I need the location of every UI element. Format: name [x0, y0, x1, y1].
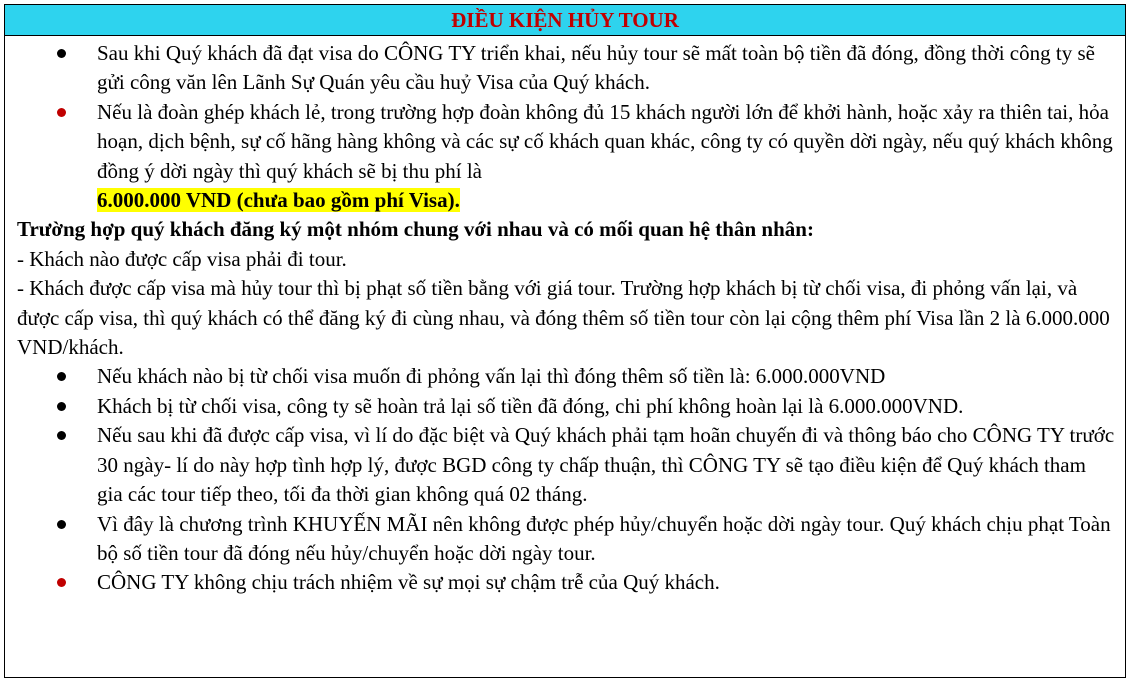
list-item-text: Nếu sau khi đã được cấp visa, vì lí do đặc biệt và Quý khách phải tạm hoãn chuyến đi và thông báo cho CÔNG TY trước 30 ngày- lí do này hợp tình hợp lý, được BGD công ty chấp thuận, thì CÔNG TY sẽ tạo điều kiện để Quý khách tham gia các tour tiếp theo, tối đa thời gian không quá 02 tháng.: [97, 423, 1115, 507]
group-heading: Trường hợp quý khách đăng ký một nhóm chung với nhau và có mối quan hệ thân nhân:: [17, 217, 814, 242]
list-item: [97, 98, 1115, 216]
bullet-icon: [57, 578, 66, 587]
terms-content: [5, 36, 1125, 598]
list-item-text: CÔNG TY không chịu trách nhiệm về sự mọi sự chậm trễ của Quý khách.: [97, 570, 720, 595]
bullet-icon: [57, 49, 66, 58]
table-title: ĐIỀU KIỆN HỦY TOUR: [5, 5, 1125, 36]
list-item-text: Nếu khách nào bị từ chối visa muốn đi phỏng vấn lại thì đóng thêm số tiền là: 6.000.000VND: [97, 364, 886, 389]
list-item: [97, 39, 1115, 98]
list-item-text: Sau khi Quý khách đã đạt visa do CÔNG TY triển khai, nếu hủy tour sẽ mất toàn bộ tiền đã đóng, đồng thời công ty sẽ gửi công văn lên Lãnh Sự Quán yêu cầu huỷ Visa của Quý khách.: [97, 41, 1095, 95]
list-item: [97, 568, 1115, 597]
bullet-icon: [57, 520, 66, 529]
list-item-text: Vì đây là chương trình KHUYẾN MÃI nên không được phép hủy/chuyển hoặc dời ngày tour. Quý khách chịu phạt Toàn bộ số tiền tour đã đóng nếu hủy/chuyển hoặc dời ngày tour.: [97, 511, 1111, 565]
list-item-text: Nếu là đoàn ghép khách lẻ, trong trường hợp đoàn không đủ 15 khách người lớn để khởi hành, hoặc xảy ra thiên tai, hỏa hoạn, dịch bệnh, sự cố hãng hàng không và các sự cố khách quan khác, công ty có quyền dời ngày, nếu quý khách không đồng ý dời ngày thì quý khách sẽ bị thu phí là: [97, 99, 1113, 183]
dash-line: - Khách được cấp visa mà hủy tour thì bị phạt số tiền bằng với giá tour. Trường hợp khách bị từ chối visa, đi phỏng vấn lại, và được cấp visa, thì quý khách có thể đăng ký đi cùng nhau, và đóng thêm số tiền tour còn lại cộng thêm phí Visa lần 2 là 6.000.000 VND/khách.: [17, 276, 1110, 360]
dash-line: - Khách nào được cấp visa phải đi tour.: [17, 246, 347, 271]
bullet-icon: [57, 402, 66, 411]
terms-list-top: [17, 39, 1115, 215]
list-item: [97, 362, 1115, 391]
terms-list-bottom: [17, 362, 1115, 597]
bullet-icon: [57, 431, 66, 440]
list-item-text: Khách bị từ chối visa, công ty sẽ hoàn trả lại số tiền đã đóng, chi phí không hoàn lại là 6.000.000VND.: [97, 393, 964, 418]
list-item: [97, 392, 1115, 421]
bullet-icon: [57, 372, 66, 381]
list-item: [97, 421, 1115, 509]
list-item: [97, 510, 1115, 569]
cancellation-terms-table: [4, 4, 1126, 678]
highlighted-fee: 6.000.000 VND (chưa bao gồm phí Visa).: [97, 188, 460, 213]
bullet-icon: [57, 108, 66, 117]
